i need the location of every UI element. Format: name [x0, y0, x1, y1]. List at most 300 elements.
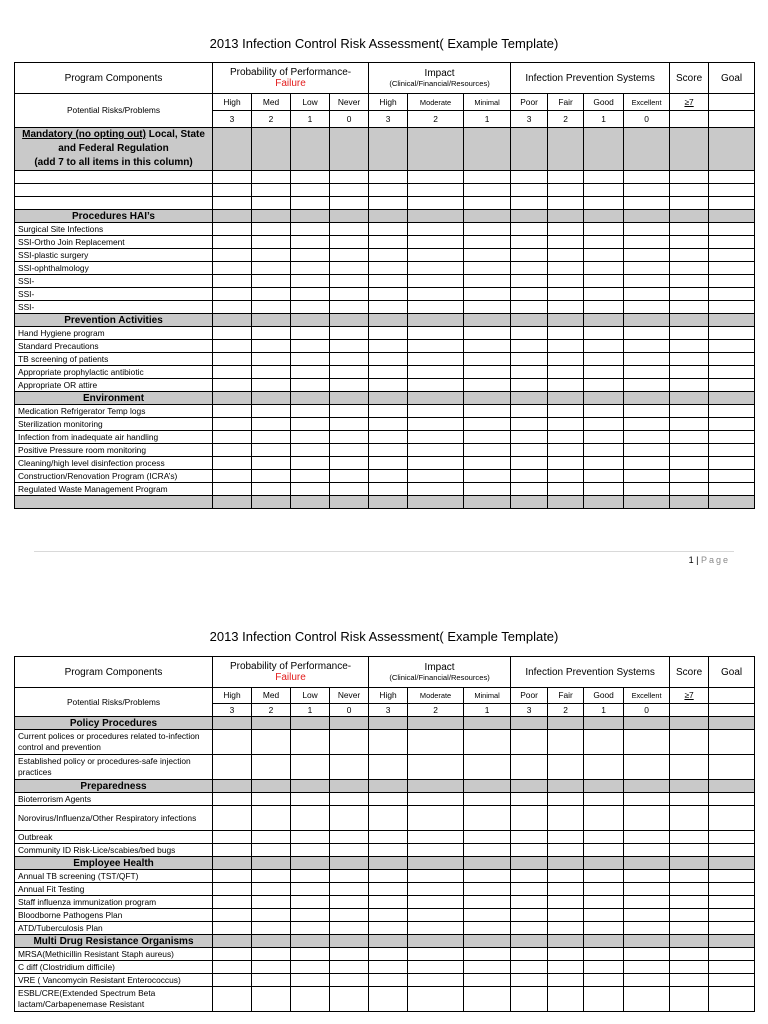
rating-cell[interactable]: [213, 496, 252, 509]
rating-cell[interactable]: [548, 935, 584, 948]
rating-cell[interactable]: [408, 831, 464, 844]
rating-cell[interactable]: [709, 128, 755, 171]
rating-cell[interactable]: [408, 844, 464, 857]
rating-cell[interactable]: [464, 405, 511, 418]
rating-cell[interactable]: [548, 496, 584, 509]
rating-cell[interactable]: [548, 870, 584, 883]
rating-cell[interactable]: [291, 780, 330, 793]
rating-cell[interactable]: [408, 184, 464, 197]
rating-cell[interactable]: [213, 987, 252, 1012]
rating-cell[interactable]: [330, 128, 369, 171]
rating-cell[interactable]: [330, 340, 369, 353]
rating-cell[interactable]: [291, 883, 330, 896]
rating-cell[interactable]: [709, 353, 755, 366]
rating-cell[interactable]: [213, 457, 252, 470]
rating-cell[interactable]: [624, 327, 670, 340]
rating-cell[interactable]: [213, 340, 252, 353]
rating-cell[interactable]: [709, 831, 755, 844]
rating-cell[interactable]: [464, 870, 511, 883]
rating-cell[interactable]: [252, 806, 291, 831]
rating-cell[interactable]: [369, 431, 408, 444]
rating-cell[interactable]: [709, 327, 755, 340]
rating-cell[interactable]: [548, 128, 584, 171]
rating-cell[interactable]: [291, 496, 330, 509]
rating-cell[interactable]: [252, 236, 291, 249]
rating-cell[interactable]: [464, 327, 511, 340]
rating-cell[interactable]: [584, 870, 624, 883]
rating-cell[interactable]: [548, 184, 584, 197]
rating-cell[interactable]: [369, 730, 408, 755]
rating-cell[interactable]: [709, 483, 755, 496]
rating-cell[interactable]: [330, 974, 369, 987]
rating-cell[interactable]: [670, 236, 709, 249]
rating-cell[interactable]: [369, 340, 408, 353]
rating-cell[interactable]: [548, 831, 584, 844]
rating-cell[interactable]: [369, 418, 408, 431]
rating-cell[interactable]: [464, 948, 511, 961]
rating-cell[interactable]: [369, 857, 408, 870]
rating-cell[interactable]: [252, 353, 291, 366]
rating-cell[interactable]: [213, 896, 252, 909]
rating-cell[interactable]: [464, 909, 511, 922]
rating-cell[interactable]: [548, 483, 584, 496]
rating-cell[interactable]: [213, 171, 252, 184]
rating-cell[interactable]: [709, 392, 755, 405]
rating-cell[interactable]: [624, 236, 670, 249]
rating-cell[interactable]: [252, 909, 291, 922]
rating-cell[interactable]: [464, 844, 511, 857]
rating-cell[interactable]: [330, 249, 369, 262]
rating-cell[interactable]: [408, 197, 464, 210]
rating-cell[interactable]: [291, 249, 330, 262]
rating-cell[interactable]: [330, 730, 369, 755]
rating-cell[interactable]: [408, 883, 464, 896]
rating-cell[interactable]: [464, 730, 511, 755]
rating-cell[interactable]: [408, 262, 464, 275]
rating-cell[interactable]: [213, 483, 252, 496]
rating-cell[interactable]: [464, 974, 511, 987]
rating-cell[interactable]: [548, 987, 584, 1012]
rating-cell[interactable]: [408, 128, 464, 171]
rating-cell[interactable]: [548, 262, 584, 275]
rating-cell[interactable]: [624, 171, 670, 184]
rating-cell[interactable]: [291, 470, 330, 483]
rating-cell[interactable]: [330, 314, 369, 327]
rating-cell[interactable]: [709, 496, 755, 509]
rating-cell[interactable]: [670, 793, 709, 806]
rating-cell[interactable]: [584, 730, 624, 755]
rating-cell[interactable]: [624, 883, 670, 896]
rating-cell[interactable]: [408, 275, 464, 288]
rating-cell[interactable]: [213, 922, 252, 935]
rating-cell[interactable]: [584, 353, 624, 366]
rating-cell[interactable]: [369, 717, 408, 730]
rating-cell[interactable]: [584, 128, 624, 171]
rating-cell[interactable]: [624, 288, 670, 301]
rating-cell[interactable]: [330, 857, 369, 870]
rating-cell[interactable]: [369, 327, 408, 340]
rating-cell[interactable]: [213, 314, 252, 327]
rating-cell[interactable]: [584, 249, 624, 262]
rating-cell[interactable]: [252, 128, 291, 171]
rating-cell[interactable]: [584, 171, 624, 184]
rating-cell[interactable]: [624, 483, 670, 496]
rating-cell[interactable]: [330, 483, 369, 496]
rating-cell[interactable]: [624, 935, 670, 948]
rating-cell[interactable]: [511, 857, 548, 870]
rating-cell[interactable]: [464, 314, 511, 327]
rating-cell[interactable]: [464, 935, 511, 948]
rating-cell[interactable]: [291, 379, 330, 392]
rating-cell[interactable]: [464, 353, 511, 366]
rating-cell[interactable]: [464, 717, 511, 730]
rating-cell[interactable]: [464, 223, 511, 236]
rating-cell[interactable]: [330, 831, 369, 844]
rating-cell[interactable]: [670, 717, 709, 730]
rating-cell[interactable]: [548, 793, 584, 806]
rating-cell[interactable]: [511, 275, 548, 288]
rating-cell[interactable]: [584, 793, 624, 806]
rating-cell[interactable]: [252, 831, 291, 844]
rating-cell[interactable]: [709, 870, 755, 883]
rating-cell[interactable]: [670, 922, 709, 935]
rating-cell[interactable]: [709, 470, 755, 483]
rating-cell[interactable]: [213, 128, 252, 171]
rating-cell[interactable]: [670, 935, 709, 948]
rating-cell[interactable]: [464, 470, 511, 483]
rating-cell[interactable]: [464, 288, 511, 301]
rating-cell[interactable]: [464, 496, 511, 509]
rating-cell[interactable]: [213, 327, 252, 340]
rating-cell[interactable]: [511, 457, 548, 470]
rating-cell[interactable]: [511, 755, 548, 780]
rating-cell[interactable]: [548, 210, 584, 223]
rating-cell[interactable]: [252, 327, 291, 340]
rating-cell[interactable]: [548, 314, 584, 327]
rating-cell[interactable]: [670, 249, 709, 262]
rating-cell[interactable]: [252, 301, 291, 314]
rating-cell[interactable]: [252, 730, 291, 755]
rating-cell[interactable]: [511, 340, 548, 353]
rating-cell[interactable]: [252, 431, 291, 444]
rating-cell[interactable]: [464, 262, 511, 275]
rating-cell[interactable]: [464, 275, 511, 288]
rating-cell[interactable]: [548, 457, 584, 470]
rating-cell[interactable]: [408, 210, 464, 223]
rating-cell[interactable]: [464, 987, 511, 1012]
rating-cell[interactable]: [709, 857, 755, 870]
rating-cell[interactable]: [408, 870, 464, 883]
rating-cell[interactable]: [213, 431, 252, 444]
rating-cell[interactable]: [548, 171, 584, 184]
rating-cell[interactable]: [408, 755, 464, 780]
rating-cell[interactable]: [330, 961, 369, 974]
rating-cell[interactable]: [548, 379, 584, 392]
rating-cell[interactable]: [584, 184, 624, 197]
rating-cell[interactable]: [584, 366, 624, 379]
rating-cell[interactable]: [670, 314, 709, 327]
rating-cell[interactable]: [330, 806, 369, 831]
rating-cell[interactable]: [213, 909, 252, 922]
rating-cell[interactable]: [252, 793, 291, 806]
rating-cell[interactable]: [369, 896, 408, 909]
rating-cell[interactable]: [709, 961, 755, 974]
rating-cell[interactable]: [252, 366, 291, 379]
rating-cell[interactable]: [584, 948, 624, 961]
rating-cell[interactable]: [548, 327, 584, 340]
rating-cell[interactable]: [670, 171, 709, 184]
rating-cell[interactable]: [330, 392, 369, 405]
rating-cell[interactable]: [330, 431, 369, 444]
rating-cell[interactable]: [624, 717, 670, 730]
rating-cell[interactable]: [511, 896, 548, 909]
rating-cell[interactable]: [624, 340, 670, 353]
rating-cell[interactable]: [709, 780, 755, 793]
rating-cell[interactable]: [670, 418, 709, 431]
rating-cell[interactable]: [670, 444, 709, 457]
rating-cell[interactable]: [584, 496, 624, 509]
rating-cell[interactable]: [369, 987, 408, 1012]
rating-cell[interactable]: [624, 844, 670, 857]
rating-cell[interactable]: [511, 431, 548, 444]
rating-cell[interactable]: [670, 405, 709, 418]
rating-cell[interactable]: [670, 223, 709, 236]
rating-cell[interactable]: [213, 379, 252, 392]
rating-cell[interactable]: [511, 171, 548, 184]
rating-cell[interactable]: [624, 857, 670, 870]
rating-cell[interactable]: [213, 444, 252, 457]
rating-cell[interactable]: [291, 392, 330, 405]
rating-cell[interactable]: [670, 704, 709, 717]
rating-cell[interactable]: [252, 379, 291, 392]
rating-cell[interactable]: [624, 870, 670, 883]
rating-cell[interactable]: [330, 275, 369, 288]
rating-cell[interactable]: [291, 974, 330, 987]
rating-cell[interactable]: [548, 392, 584, 405]
rating-cell[interactable]: [511, 184, 548, 197]
rating-cell[interactable]: [584, 327, 624, 340]
rating-cell[interactable]: [670, 483, 709, 496]
rating-cell[interactable]: [624, 301, 670, 314]
rating-cell[interactable]: [584, 857, 624, 870]
rating-cell[interactable]: [252, 857, 291, 870]
rating-cell[interactable]: [252, 935, 291, 948]
rating-cell[interactable]: [408, 987, 464, 1012]
rating-cell[interactable]: [548, 909, 584, 922]
rating-cell[interactable]: [709, 909, 755, 922]
rating-cell[interactable]: [709, 340, 755, 353]
rating-cell[interactable]: [408, 896, 464, 909]
rating-cell[interactable]: [464, 922, 511, 935]
rating-cell[interactable]: [709, 184, 755, 197]
rating-cell[interactable]: [511, 831, 548, 844]
rating-cell[interactable]: [464, 831, 511, 844]
rating-cell[interactable]: [369, 275, 408, 288]
rating-cell[interactable]: [709, 262, 755, 275]
rating-cell[interactable]: [511, 392, 548, 405]
rating-cell[interactable]: [511, 249, 548, 262]
rating-cell[interactable]: [584, 314, 624, 327]
rating-cell[interactable]: [252, 392, 291, 405]
rating-cell[interactable]: [252, 470, 291, 483]
rating-cell[interactable]: [252, 922, 291, 935]
rating-cell[interactable]: [670, 806, 709, 831]
rating-cell[interactable]: [408, 223, 464, 236]
rating-cell[interactable]: [369, 870, 408, 883]
rating-cell[interactable]: [291, 961, 330, 974]
rating-cell[interactable]: [624, 249, 670, 262]
rating-cell[interactable]: [252, 457, 291, 470]
rating-cell[interactable]: [624, 197, 670, 210]
rating-cell[interactable]: [291, 831, 330, 844]
rating-cell[interactable]: [511, 780, 548, 793]
rating-cell[interactable]: [548, 366, 584, 379]
rating-cell[interactable]: [584, 483, 624, 496]
rating-cell[interactable]: [548, 418, 584, 431]
rating-cell[interactable]: [670, 128, 709, 171]
rating-cell[interactable]: [330, 935, 369, 948]
rating-cell[interactable]: [369, 128, 408, 171]
rating-cell[interactable]: [584, 197, 624, 210]
rating-cell[interactable]: [213, 210, 252, 223]
rating-cell[interactable]: [670, 262, 709, 275]
rating-cell[interactable]: [548, 857, 584, 870]
rating-cell[interactable]: [548, 353, 584, 366]
rating-cell[interactable]: [584, 236, 624, 249]
rating-cell[interactable]: [252, 987, 291, 1012]
rating-cell[interactable]: [624, 210, 670, 223]
rating-cell[interactable]: [709, 755, 755, 780]
rating-cell[interactable]: [369, 470, 408, 483]
rating-cell[interactable]: [464, 755, 511, 780]
rating-cell[interactable]: [670, 210, 709, 223]
blank-label-cell[interactable]: [15, 496, 213, 509]
rating-cell[interactable]: [252, 896, 291, 909]
rating-cell[interactable]: [408, 948, 464, 961]
rating-cell[interactable]: [709, 431, 755, 444]
rating-cell[interactable]: [408, 780, 464, 793]
rating-cell[interactable]: [252, 755, 291, 780]
rating-cell[interactable]: [408, 288, 464, 301]
rating-cell[interactable]: [464, 301, 511, 314]
rating-cell[interactable]: [709, 288, 755, 301]
rating-cell[interactable]: [584, 806, 624, 831]
rating-cell[interactable]: [330, 379, 369, 392]
rating-cell[interactable]: [369, 948, 408, 961]
rating-cell[interactable]: [464, 171, 511, 184]
rating-cell[interactable]: [252, 780, 291, 793]
rating-cell[interactable]: [252, 314, 291, 327]
rating-cell[interactable]: [709, 210, 755, 223]
rating-cell[interactable]: [624, 922, 670, 935]
rating-cell[interactable]: [369, 249, 408, 262]
rating-cell[interactable]: [369, 961, 408, 974]
rating-cell[interactable]: [624, 379, 670, 392]
rating-cell[interactable]: [408, 301, 464, 314]
rating-cell[interactable]: [584, 223, 624, 236]
rating-cell[interactable]: [464, 444, 511, 457]
rating-cell[interactable]: [291, 275, 330, 288]
rating-cell[interactable]: [511, 418, 548, 431]
rating-cell[interactable]: [624, 275, 670, 288]
rating-cell[interactable]: [291, 327, 330, 340]
rating-cell[interactable]: [511, 444, 548, 457]
rating-cell[interactable]: [291, 755, 330, 780]
rating-cell[interactable]: [511, 883, 548, 896]
rating-cell[interactable]: [464, 197, 511, 210]
rating-cell[interactable]: [709, 418, 755, 431]
rating-cell[interactable]: [709, 314, 755, 327]
rating-cell[interactable]: [369, 184, 408, 197]
rating-cell[interactable]: [252, 444, 291, 457]
rating-cell[interactable]: [252, 197, 291, 210]
rating-cell[interactable]: [709, 366, 755, 379]
rating-cell[interactable]: [464, 780, 511, 793]
rating-cell[interactable]: [252, 275, 291, 288]
rating-cell[interactable]: [511, 935, 548, 948]
rating-cell[interactable]: [330, 444, 369, 457]
rating-cell[interactable]: [330, 366, 369, 379]
rating-cell[interactable]: [670, 457, 709, 470]
rating-cell[interactable]: [584, 922, 624, 935]
rating-cell[interactable]: [330, 210, 369, 223]
rating-cell[interactable]: [709, 171, 755, 184]
rating-cell[interactable]: [709, 275, 755, 288]
rating-cell[interactable]: [584, 717, 624, 730]
rating-cell[interactable]: [408, 793, 464, 806]
rating-cell[interactable]: [330, 418, 369, 431]
rating-cell[interactable]: [252, 262, 291, 275]
rating-cell[interactable]: [330, 948, 369, 961]
rating-cell[interactable]: [709, 111, 755, 128]
rating-cell[interactable]: [213, 223, 252, 236]
rating-cell[interactable]: [584, 405, 624, 418]
rating-cell[interactable]: [670, 857, 709, 870]
rating-cell[interactable]: [252, 496, 291, 509]
rating-cell[interactable]: [511, 379, 548, 392]
rating-cell[interactable]: [511, 366, 548, 379]
rating-cell[interactable]: [252, 948, 291, 961]
rating-cell[interactable]: [291, 987, 330, 1012]
rating-cell[interactable]: [511, 301, 548, 314]
rating-cell[interactable]: [213, 197, 252, 210]
rating-cell[interactable]: [511, 314, 548, 327]
rating-cell[interactable]: [624, 314, 670, 327]
rating-cell[interactable]: [291, 184, 330, 197]
rating-cell[interactable]: [709, 704, 755, 717]
rating-cell[interactable]: [330, 288, 369, 301]
rating-cell[interactable]: [213, 717, 252, 730]
rating-cell[interactable]: [709, 806, 755, 831]
rating-cell[interactable]: [624, 444, 670, 457]
rating-cell[interactable]: [548, 883, 584, 896]
rating-cell[interactable]: [670, 844, 709, 857]
rating-cell[interactable]: [464, 210, 511, 223]
rating-cell[interactable]: [670, 948, 709, 961]
rating-cell[interactable]: [584, 961, 624, 974]
rating-cell[interactable]: [291, 457, 330, 470]
rating-cell[interactable]: [511, 405, 548, 418]
rating-cell[interactable]: [408, 730, 464, 755]
rating-cell[interactable]: [584, 444, 624, 457]
rating-cell[interactable]: [511, 870, 548, 883]
rating-cell[interactable]: [408, 236, 464, 249]
rating-cell[interactable]: [511, 223, 548, 236]
rating-cell[interactable]: [369, 353, 408, 366]
rating-cell[interactable]: [670, 755, 709, 780]
rating-cell[interactable]: [548, 288, 584, 301]
rating-cell[interactable]: [624, 948, 670, 961]
